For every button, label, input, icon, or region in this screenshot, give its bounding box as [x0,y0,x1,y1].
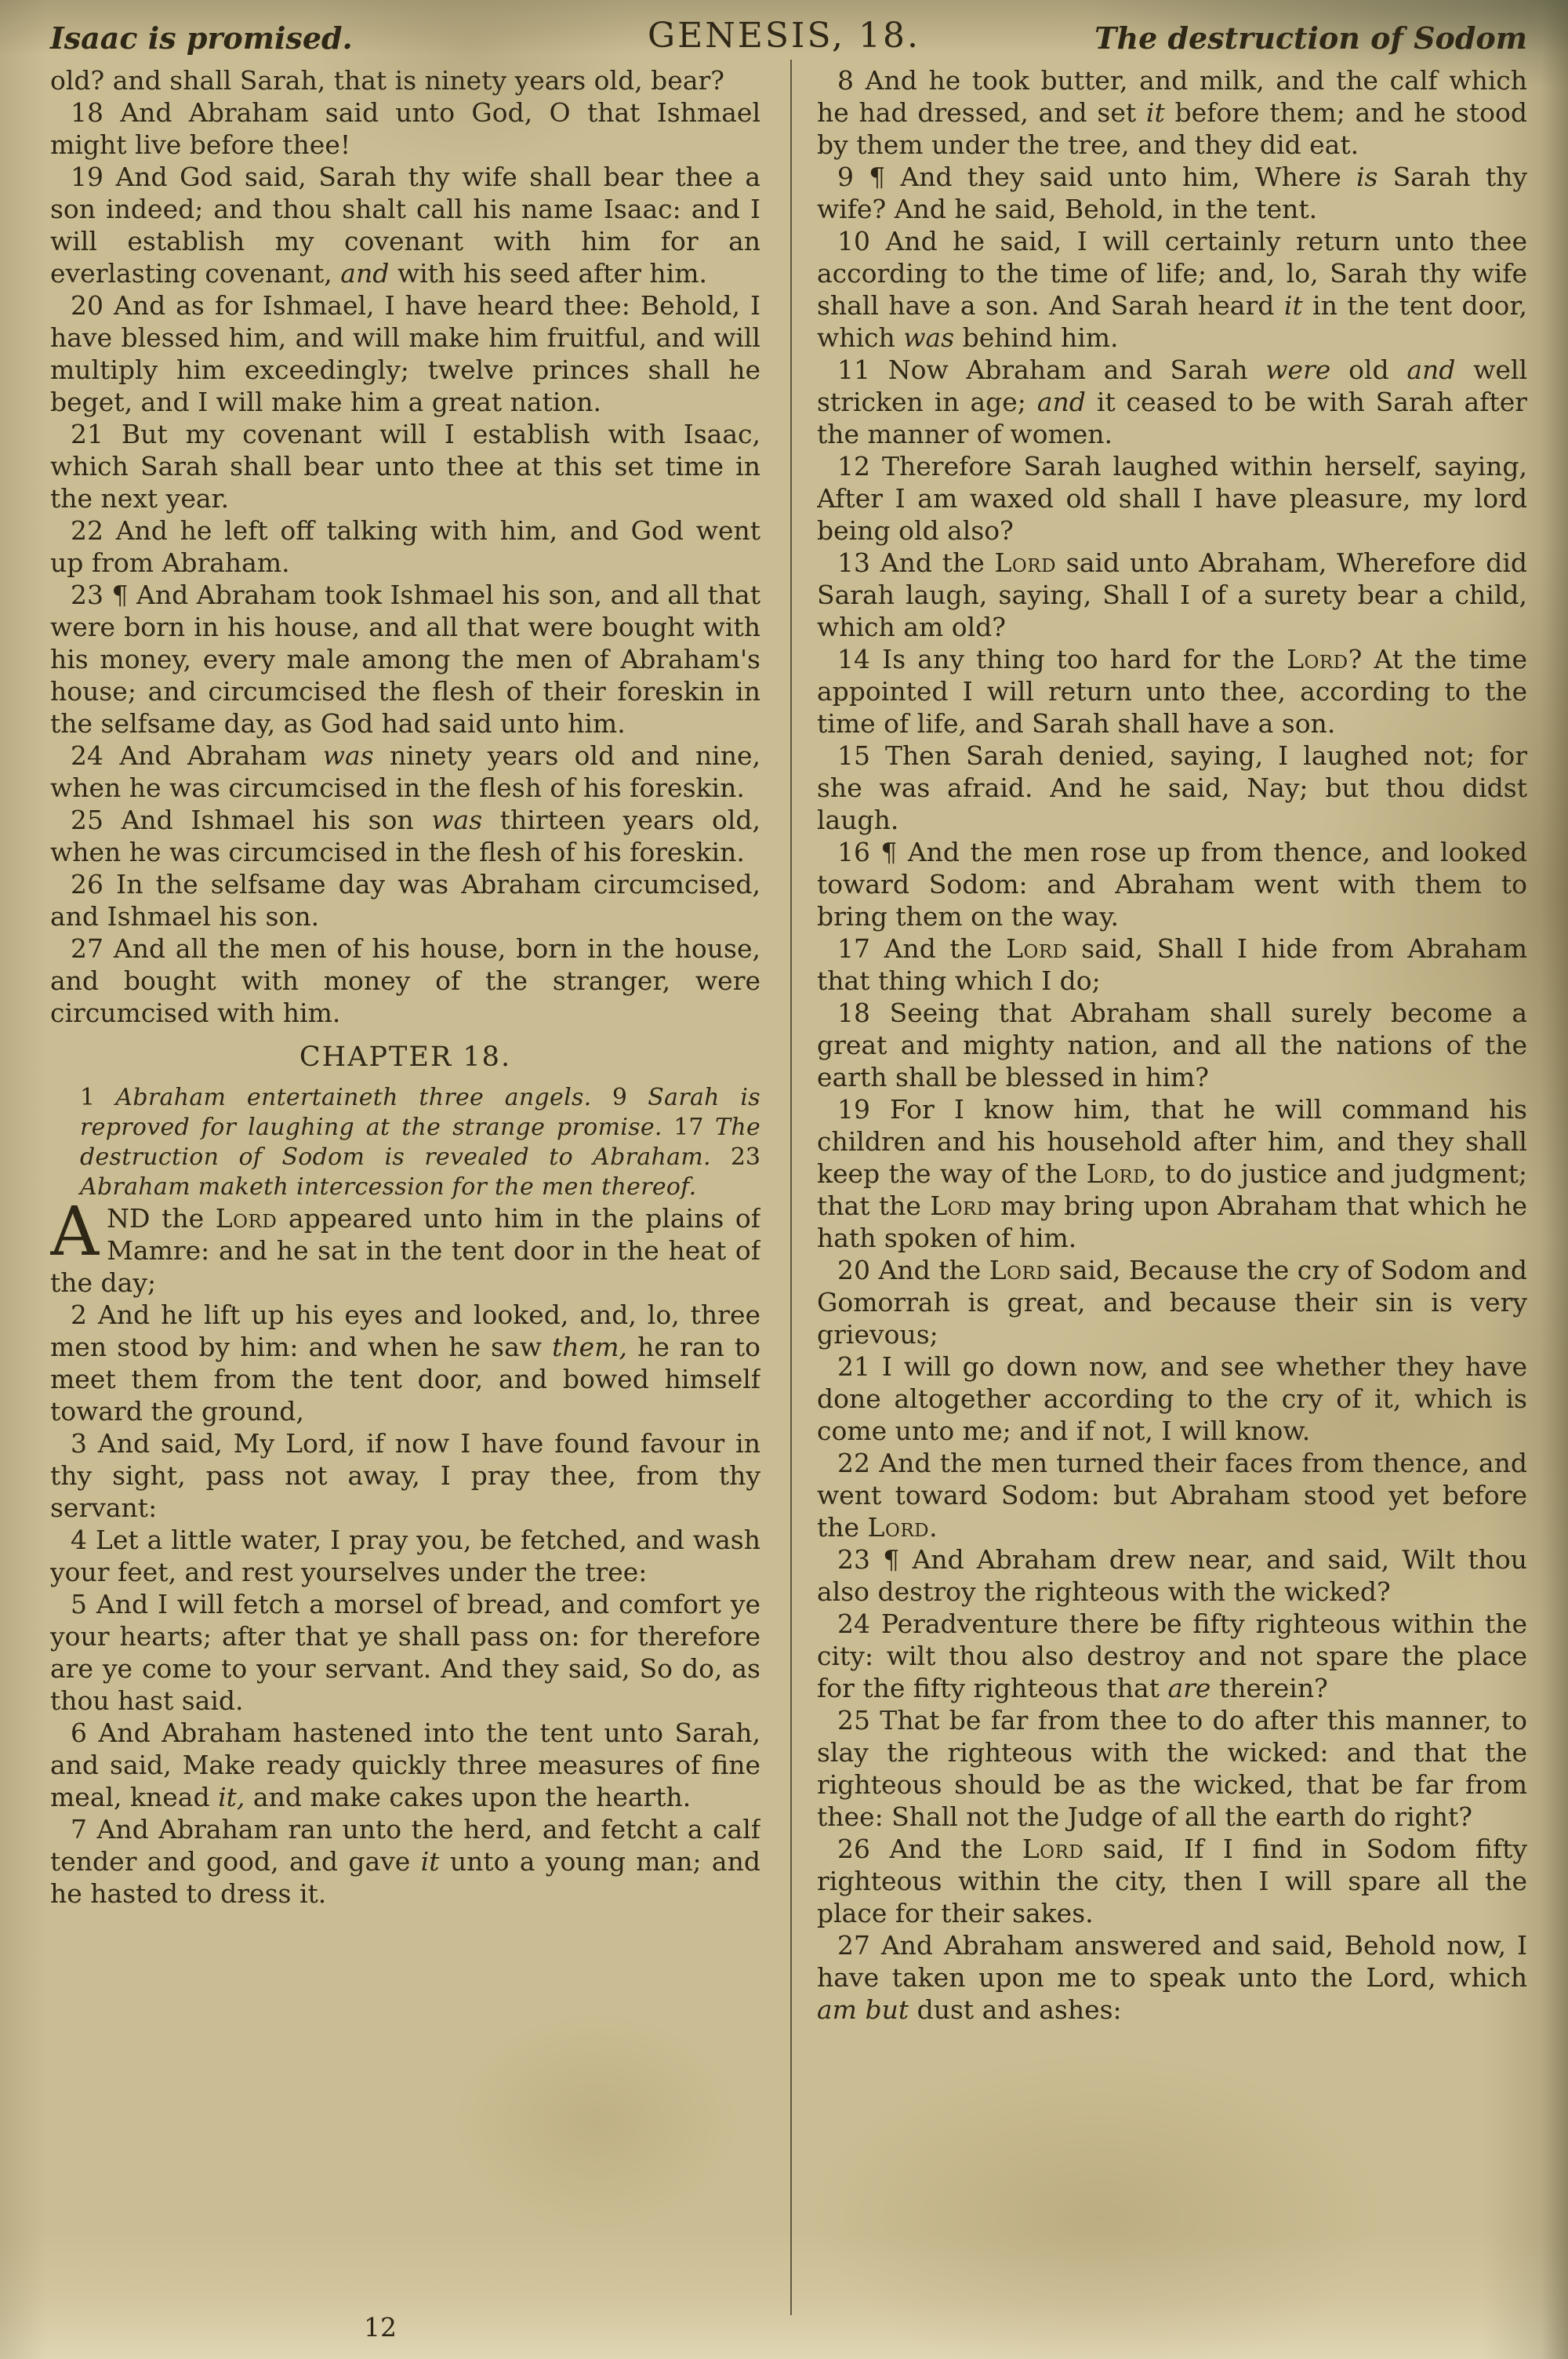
chapter-heading: CHAPTER 18. [299,1041,512,1073]
page-content [50,64,1527,2312]
verse: 23 ¶ And Abraham drew near, and said, Wilt thou also destroy the righteous with the wicked? [817,1544,1527,1607]
verse: 20 And as for Ishmael, I have heard thee: Behold, I have blessed him, and will make him fruitful, and will multiply him exceedingly; twelve princes shall he beget, and I will make him a great nation. [50,290,760,417]
verse: 19 For I know him, that he will command his children and his household after him, and they shall keep the way of the Lord, to do justice and judgment; that the Lord may bring upon Abraham that which he hath spoken of him. [817,1094,1527,1253]
verse: 15 Then Sarah denied, saying, I laughed not; for she was afraid. And he said, Nay; but thou didst laugh. [817,740,1527,835]
verse: 10 And he said, I will certainly return unto thee according to the time of life; and, lo, Sarah thy wife shall have a son. And Sarah heard it in the tent door, which was behind him. [817,226,1527,353]
verse: 4 Let a little water, I pray you, be fetched, and wash your feet, and rest yourselves under the tree: [50,1525,760,1587]
verse: 3 And said, My Lord, if now I have found favour in thy sight, pass not away, I pray thee, from thy servant: [50,1428,760,1523]
running-head-right: The destruction of Sodom [1094,20,1527,56]
drop-cap-letter: A [50,1193,100,1271]
verse: 13 And the Lord said unto Abraham, Wherefore did Sarah laugh, saying, Shall I of a surety bear a child, which am old? [817,547,1527,642]
right-column [817,64,1527,2312]
verse: AND the Lord appeared unto him in the plains of Mamre: and he sat in the tent door in the heat of the day; [50,1193,760,1298]
verse: 16 ¶ And the men rose up from thence, and looked toward Sodom: and Abraham went with them to bring them on the way. [817,837,1527,932]
verse: 21 But my covenant will I establish with Isaac, which Sarah shall bear unto thee at this set time in the next year. [50,419,760,514]
verse: 12 Therefore Sarah laughed within herself, saying, After I am waxed old shall I have pleasure, my lord being old also? [817,451,1527,546]
verse: 19 And God said, Sarah thy wife shall bear thee a son indeed; and thou shalt call his name Isaac: and I will establish my covenant with him for an everlasting covenant, and with his seed after him. [50,162,760,289]
verse: 27 And all the men of his house, born in the house, and bought with money of the stranger, were circumcised with him. [50,933,760,1028]
verse: 11 Now Abraham and Sarah were old and well stricken in age; and it ceased to be with Sarah after the manner of women. [817,354,1527,449]
verse: 25 That be far from thee to do after this manner, to slay the righteous with the wicked: and that the righteous should be as the wicked, that be far from thee: Shall not the Judge of all the earth do right? [817,1705,1527,1832]
verse: 2 And he lift up his eyes and looked, and, lo, three men stood by him: and when he saw them, he ran to meet them from the tent door, and bowed himself toward the ground, [50,1299,760,1427]
verse: 24 Peradventure there be fifty righteous within the city: wilt thou also destroy and not spare the place for the fifty righteous that are therein? [817,1608,1527,1703]
verse: 24 And Abraham was ninety years old and nine, when he was circumcised in the flesh of his foreskin. [50,740,760,803]
verse: 22 And he left off talking with him, and God went up from Abraham. [50,515,760,578]
verse: 20 And the Lord said, Because the cry of Sodom and Gomorrah is great, and because their sin is very grievous; [817,1255,1527,1350]
verse: 5 And I will fetch a morsel of bread, and comfort ye your hearts; after that ye shall pass on: for therefore are ye come to your servant. And they said, So do, as thou hast said. [50,1589,760,1716]
verse: 9 ¶ And they said unto him, Where is Sarah thy wife? And he said, Behold, in the tent. [817,162,1527,224]
verse: 18 Seeing that Abraham shall surely become a great and mighty nation, and all the nations of the earth shall be blessed in him? [817,998,1527,1092]
page-number: 12 [364,2312,397,2343]
verse: 18 And Abraham said unto God, O that Ishmael might live before thee! [50,97,760,160]
verse: 22 And the men turned their faces from thence, and went toward Sodom: but Abraham stood yet before the Lord. [817,1448,1527,1543]
verse-continuation: old? and shall Sarah, that is ninety years old, bear? [50,65,724,96]
running-head-left: Isaac is promised. [50,20,353,56]
verse: 8 And he took butter, and milk, and the calf which he had dressed, and set it before them; and he stood by them under the tree, and they did eat. [817,65,1527,160]
verse: 17 And the Lord said, Shall I hide from Abraham that thing which I do; [817,933,1527,996]
verse: 6 And Abraham hastened into the tent unto Sarah, and said, Make ready quickly three measures of fine meal, knead it, and make cakes upon the hearth. [50,1717,760,1812]
page-title: GENESIS, 18. [648,16,920,56]
chapter-summary: 1 Abraham entertaineth three angels. 9 Sarah is reproved for laughing at the strange promise. 17 The destruction of Sodom is revealed to Abraham. 23 Abraham maketh intercession for the men thereof. [80,1084,760,1201]
verse: 26 And the Lord said, If I find in Sodom fifty righteous within the city, then I will spare all the place for their sakes. [817,1834,1527,1928]
left-column [50,64,760,2312]
verse: 27 And Abraham answered and said, Behold now, I have taken upon me to speak unto the Lord, which am but dust and ashes: [817,1930,1527,2025]
verse: 7 And Abraham ran unto the herd, and fetcht a calf tender and good, and gave it unto a young man; and he hasted to dress it. [50,1814,760,1909]
verse: 25 And Ishmael his son was thirteen years old, when he was circumcised in the flesh of his foreskin. [50,805,760,867]
verse: 14 Is any thing too hard for the Lord? At the time appointed I will return unto thee, according to the time of life, and Sarah shall have a son. [817,644,1527,739]
verse: 26 In the selfsame day was Abraham circumcised, and Ishmael his son. [50,869,760,932]
verse: 21 I will go down now, and see whether they have done altogether according to the cry of it, which is come unto me; and if not, I will know. [817,1351,1527,1446]
verse: 23 ¶ And Abraham took Ishmael his son, and all that were born in his house, and all that were bought with his money, every male among the men of Abraham's house; and circumcised the flesh of their foreskin in the selfsame day, as God had said unto him. [50,580,760,739]
